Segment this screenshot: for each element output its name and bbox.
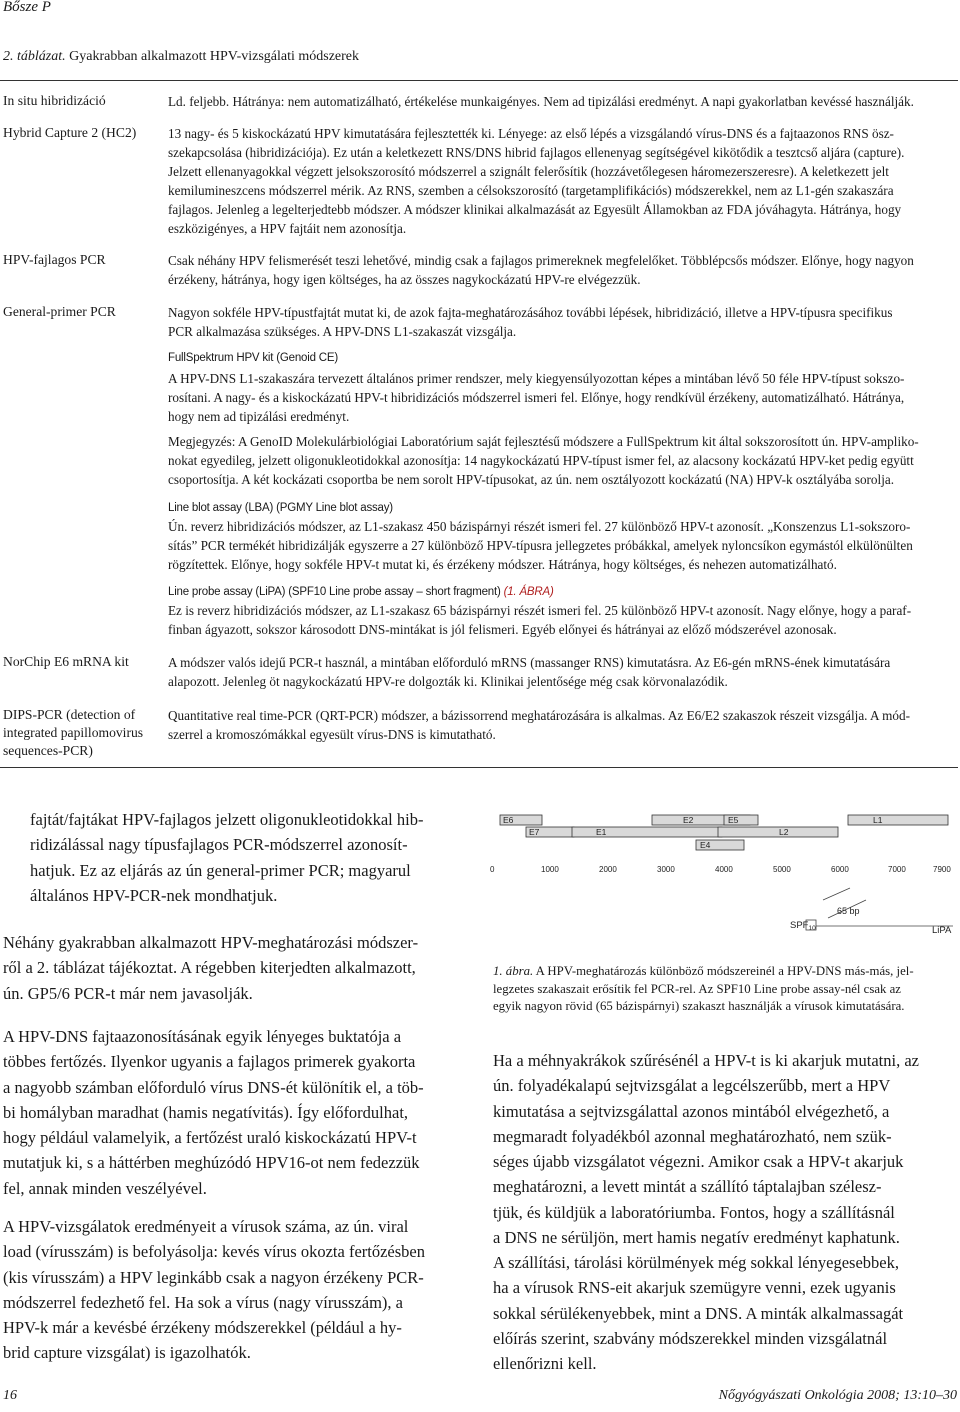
text-line: módszerrel fedezhető fel. Ha sok a vírus (nagy vírusszám), a	[3, 1292, 403, 1312]
right-paragraph-1	[493, 1048, 957, 1250]
desc-line: hogy nem ad tipizálási eredményt.	[168, 409, 350, 424]
desc-line: eszközigényes, a HPV fajtáit nem azonosítja.	[168, 221, 407, 236]
desc-hc2	[168, 124, 958, 238]
gene-label-e5: E5	[728, 815, 739, 825]
method-general-primer-pcr: General-primer PCR	[3, 304, 116, 319]
gene-label-e7: E7	[529, 827, 540, 837]
desc-line: Jelzett ellenanyagokkal végzett jelsokszorosító módszerrel a szignált felerősítik (hozzávetőlegesen háromezerszeresre). A keletkezett jelt	[168, 164, 889, 179]
text-line: fel, annak minden veszélyével.	[3, 1178, 207, 1198]
figure-ref-link[interactable]: (1. ÁBRA)	[503, 586, 554, 598]
desc-line: Nagyon sokféle HPV-típustfajtát mutat ki, de azok fajta-meghatározásához további lépések, hibridizáció, illetve a HPV-típusra specifikus	[168, 305, 893, 320]
journal-citation: Nőgyógyászati Onkológia 2008; 13:10–30	[718, 1388, 957, 1403]
desc-dips-pcr	[168, 706, 958, 744]
text-line: A HPV-DNS fajtaazonosításának egyik lényeges buktatója a	[3, 1027, 402, 1046]
tick-label: 6000	[831, 865, 849, 874]
text-line: a DNS ne sérüljön, mert hamis negatív eredményt kaphatunk.	[493, 1228, 900, 1248]
text-line: hogy például valamelyik, a fertőzést uraló kiskockázatú HPV-t	[3, 1128, 417, 1148]
text-line: bi homályban maradhat (hamis negatívitás). Így előfordulhat,	[3, 1102, 409, 1122]
text-line: séges újabb vizsgálatot végezni. Amikor csak a HPV-t akarjuk	[493, 1152, 904, 1172]
desc-line: Quantitative real time-PCR (QRT-PCR) módszer, a bázissorrend meghatározására is alkalmas. Az E6/E2 szakaszok részeit vizsgálja. A mód-	[168, 708, 910, 723]
tick-label: 2000	[599, 865, 617, 874]
caption-text: A HPV-meghatározás különböző módszereinél a HPV-DNS más-más, jel-	[533, 964, 914, 978]
tick-label: 0	[490, 865, 495, 874]
figure-caption	[493, 963, 957, 1016]
desc-line: Csak néhány HPV felismerését teszi lehetővé, mindig csak a fajlagos primereknek megfelelőket. Többlépcsős módszer. Előnye, hogy nagyon	[168, 253, 914, 268]
caption-prefix: 1. ábra.	[493, 964, 534, 978]
tick-label: 4000	[715, 865, 733, 874]
tick-label: 7000	[888, 865, 906, 874]
method-hc2: Hybrid Capture 2 (HC2)	[3, 125, 137, 140]
method-dips-pcr	[3, 706, 153, 760]
desc-in-situ	[168, 92, 958, 111]
desc-line: csoportosítja. A két kockázati csoportba be nem sorolt HPV-típusokat, az ún. nem osztályozott kockázatú (NA) HPV-k osztályába sorolja.	[168, 472, 895, 487]
desc-line: rosítani. A nagy- és a kiskockázatú HPV-t hibridizációs módszerrel ismeri fel. Előnye, hogy rendkívül érzékeny, automatizálható. Hátránya,	[168, 390, 905, 405]
text-line: ún. GP5/6 PCR-t már nem javasolják.	[3, 983, 253, 1003]
text-line: ún. folyadékalapú sejtvizsgálat a legcélszerűbb, mert a HPV	[493, 1076, 891, 1096]
text-line: tjük, és küldjük a laboratóriumba. Fontos, hogy a szállításnál	[493, 1202, 895, 1222]
desc-line: szekapcsolása (hibridizációja). Ez után a keletkezett RNS/DNS hibrid fajlagos ellenenyag segítségével kikötődik a tesztcső aljára (capture).	[168, 145, 905, 160]
gene-label-e1: E1	[596, 827, 607, 837]
desc-line: Megjegyzés: A GenoID Molekulárbiológiai Laboratórium saját fejlesztésű módszere a FullSpektrum kit által sokszorosított ún. HPV-amplikо-	[168, 434, 919, 449]
body-paragraph-4	[3, 1214, 467, 1366]
desc-line: PCR alkalmazása szükséges. A HPV-DNS L1-szakaszát vizsgálja.	[168, 324, 517, 339]
desc-line: szerrel a kromoszómákkal egyesült vírus-DNS is kimutatható.	[168, 727, 496, 742]
text-line: load (vírusszám) is befolyásolja: kevés vírus okozta fertőzésben	[3, 1242, 425, 1262]
text-line: ha a vírusok RNS-eit akarjuk szemügyre venni, ezek ugyanis	[493, 1278, 896, 1298]
gene-label-e2: E2	[683, 815, 694, 825]
tick-label: 1000	[541, 865, 559, 874]
bp-pointer-line	[823, 888, 850, 900]
text-line	[3, 955, 467, 980]
text-line: Ha a méhnyakrákok szűrésénél a HPV-t is ki akarjuk mutatni, az	[493, 1051, 919, 1070]
caption-line: egyik nagyon rövid (65 bázispárnyi) szakaszt használják a vírusok kimutatására.	[493, 999, 905, 1013]
desc-line: fajlagos. Jelenleg a legelterjedtebb módszer. A módszer klinikai alkalmazását az Egyesült Államokban az FDA jóváhagyta. Hátránya, hogy	[168, 202, 902, 217]
desc-hpv-specific-pcr	[168, 251, 958, 289]
fullspektrum-title: FullSpektrum HPV kit (Genoid CE)	[168, 352, 338, 364]
text-line: brid capture vizsgálat) is igazolhatók.	[3, 1343, 251, 1363]
text-line: HPV-k már a kevésbé érzékeny módszerekkel (például a hy-	[3, 1318, 402, 1338]
table-bottom-rule	[0, 767, 958, 768]
text-line: A HPV-vizsgálatok eredményeit a vírusok száma, az ún. viral	[3, 1217, 409, 1236]
method-hpv-specific-pcr: HPV-fajlagos PCR	[3, 252, 106, 267]
text-fragment: ről a 2. táblázat tájékoztat. A régebben kiterjedten alkalmazott,	[3, 958, 416, 978]
text-line: ridizálással nagy típusfajlagos PCR-módszerrel azonosít-	[30, 835, 408, 855]
body-paragraph-3	[3, 1024, 467, 1201]
method-in-situ: In situ hibridizáció	[3, 93, 106, 108]
desc-line: A HPV-DNS L1-szakaszára tervezett általános primer rendszer, mely kiegyensúlyozottan képes a mintában lévő 50 féle HPV-típust sokszo-	[168, 371, 905, 386]
text-line: A szállítási, tárolási körülmények még sokkal lényegesebbek,	[493, 1253, 899, 1272]
gene-label-e4: E4	[700, 840, 711, 850]
tick-label: 7900	[933, 865, 951, 874]
desc-line: alapozott. Jelenleg öt nagykockázatú HPV-re dolgozták ki. Klinikai jelentősége még csak körvonalazódik.	[168, 674, 728, 689]
caption-line	[493, 963, 957, 981]
table-caption	[3, 49, 359, 65]
text-line: többes fertőzés. Ilyenkor ugyanis a fajlagos primerek gyakorta	[3, 1052, 416, 1072]
caption-line: legzetes szakaszait erősítik fel PCR-rel. Az SPF10 Line probe assay-nél csak az	[493, 981, 901, 996]
desc-line: kemilumineszcens módszerrel mérik. Az RNS, szemben a célsokszorosító (targetamplifikációs) módszerekkel, nem az L1-gén szakaszára	[168, 183, 894, 198]
desc-line: érzékeny, hátránya, hogy igen költséges, ha az összes nagykockázatú HPV-re elvégezzük.	[168, 272, 641, 287]
spf-subscript: 10	[808, 925, 816, 932]
gene-bar-l2	[718, 827, 838, 837]
text-line: kimutatása a sejtvizsgálattal azonos mintából elvégezhető, a	[493, 1101, 890, 1121]
desc-line: Ld. feljebb. Hátránya: nem automatizálható, értékelése munkaigényes. Nem ad tipizálási eredményt. A napi gyakorlatban kevéssé használják.	[168, 94, 914, 109]
hpv-genome-figure	[488, 808, 958, 938]
desc-line: Ez is reverz hibridizációs módszer, az L1-szakasz 65 bázispárnyi részét ismeri fel. 25 különböző HPV-t azonosít. Nagy előnye, hogy a paraf-	[168, 603, 912, 618]
method-line: integrated papillomovirus	[3, 725, 144, 740]
text-line: (kis vírusszám) a HPV leginkább csak a nagyon érzékeny PCR-	[3, 1267, 424, 1287]
text-line: fajtát/fajtákat HPV-fajlagos jelzett oligonukleotidokkal hib-	[30, 810, 424, 829]
gene-label-l2: L2	[779, 827, 789, 837]
text-line: mutatjuk ki, s a háttérben meghúzódó HPV16-ot nem fedezzük	[3, 1153, 420, 1173]
page-number: 16	[3, 1388, 17, 1403]
desc-line: A módszer valós idejű PCR-t használ, a mintában előforduló mRNS (massanger RNS) kimutatásra. Az E6-gén mRNS-ének kimutatására	[168, 655, 891, 670]
text-line: a nagyobb számban előforduló vírus DNS-ét különítik el, a töb-	[3, 1077, 424, 1097]
method-norchip: NorChip E6 mRNA kit	[3, 654, 129, 669]
lba-title: Line blot assay (LBA) (PGMY Line blot assay)	[168, 502, 393, 514]
table-top-rule	[0, 80, 958, 81]
table-caption-text: Gyakrabban alkalmazott HPV-vizsgálati módszerek	[65, 49, 360, 64]
desc-norchip	[168, 653, 958, 691]
text-line: előírás szerint, szabvány módszerekkel minden vizsgálatnál	[493, 1328, 888, 1348]
body-paragraph-1	[30, 807, 465, 908]
desc-line: Ún. reverz hibridizációs módszer, az L1-szakasz 450 bázispárnyi részét ismeri fel. 27 különböző HPV-t azonosít. „Konszenzus L1-sokszoro-	[168, 519, 911, 534]
desc-line: sítás” PCR termékét hibridizálják egyszerre a 27 különböző HPV-típusra jellegzetes próbákkal, amelyek nyloncsíkon egymástól elkülönülten	[168, 538, 913, 553]
desc-megjegyzes	[168, 432, 958, 489]
gene-label-l1: L1	[873, 815, 883, 825]
lipa-title	[168, 585, 554, 599]
desc-line: rögzítettek. Előnye, hogy sokféle HPV-t mutat ki, és érzékeny módszer. Hátránya, hogy költséges, és nehezen automatizálható.	[168, 557, 837, 572]
desc-fullspektrum	[168, 369, 958, 426]
tick-label: 3000	[657, 865, 675, 874]
desc-lba	[168, 517, 958, 574]
body-paragraph-2	[3, 930, 467, 1006]
text-line: általános HPV-PCR-nek mondhatjuk.	[30, 885, 278, 905]
lipa-label: LiPA	[932, 925, 952, 936]
desc-line: finban ágyazott, sokszor károsodott DNS-mintákat is jól felismeri. Egyéb előnyei és hátrányai az előző módszerével azonosak.	[168, 622, 837, 637]
gene-label-e6: E6	[503, 815, 514, 825]
text-line: hatjuk. Ez az eljárás az ún general-primer PCR; magyarul	[30, 860, 411, 880]
text-line: Néhány gyakrabban alkalmazott HPV-meghatározási módszer-	[3, 933, 419, 952]
running-header: Bősze P	[3, 0, 51, 15]
text-line: ellenőrizni kell.	[493, 1354, 597, 1374]
spf-label-text: SPF	[790, 920, 809, 931]
table-caption-prefix: 2. táblázat.	[3, 49, 66, 64]
desc-line: 13 nagy- és 5 kiskockázatú HPV kimutatására fejlesztették ki. Lényege: az első lépés a vizsgálandó vírus-DNS és a fajtaazonos RNS ösz-	[168, 126, 894, 141]
gene-bar-l1	[848, 815, 948, 825]
method-line: sequences-PCR)	[3, 743, 93, 758]
gene-bar-e1	[572, 827, 722, 837]
method-line: DIPS-PCR (detection of	[3, 707, 136, 722]
desc-lipa	[168, 601, 958, 639]
lipa-title-text: Line probe assay (LiPA) (SPF10 Line probe assay – short fragment)	[168, 586, 501, 598]
right-paragraph-2	[493, 1250, 957, 1376]
text-line: megmaradt folyadékból azonnal meghatározható, nem szük-	[493, 1126, 892, 1146]
desc-line: nokat egyedileg, jelzett oligonukleotidokkal azonosítja: 14 nagykockázatú HPV-típust ismer fel, az alacsony kockázatú HPV-ket pedig együtt	[168, 453, 914, 468]
text-line: meghatározni, a levett mintát a szállító táptalajban szélesz-	[493, 1177, 882, 1197]
text-line: sokkal sérülékenyebbek, mint a DNS. A minták alkalmassagát	[493, 1303, 904, 1323]
desc-general-primer-pcr	[168, 303, 958, 341]
bp-label: 65 bp	[837, 906, 860, 916]
tick-label: 5000	[773, 865, 791, 874]
